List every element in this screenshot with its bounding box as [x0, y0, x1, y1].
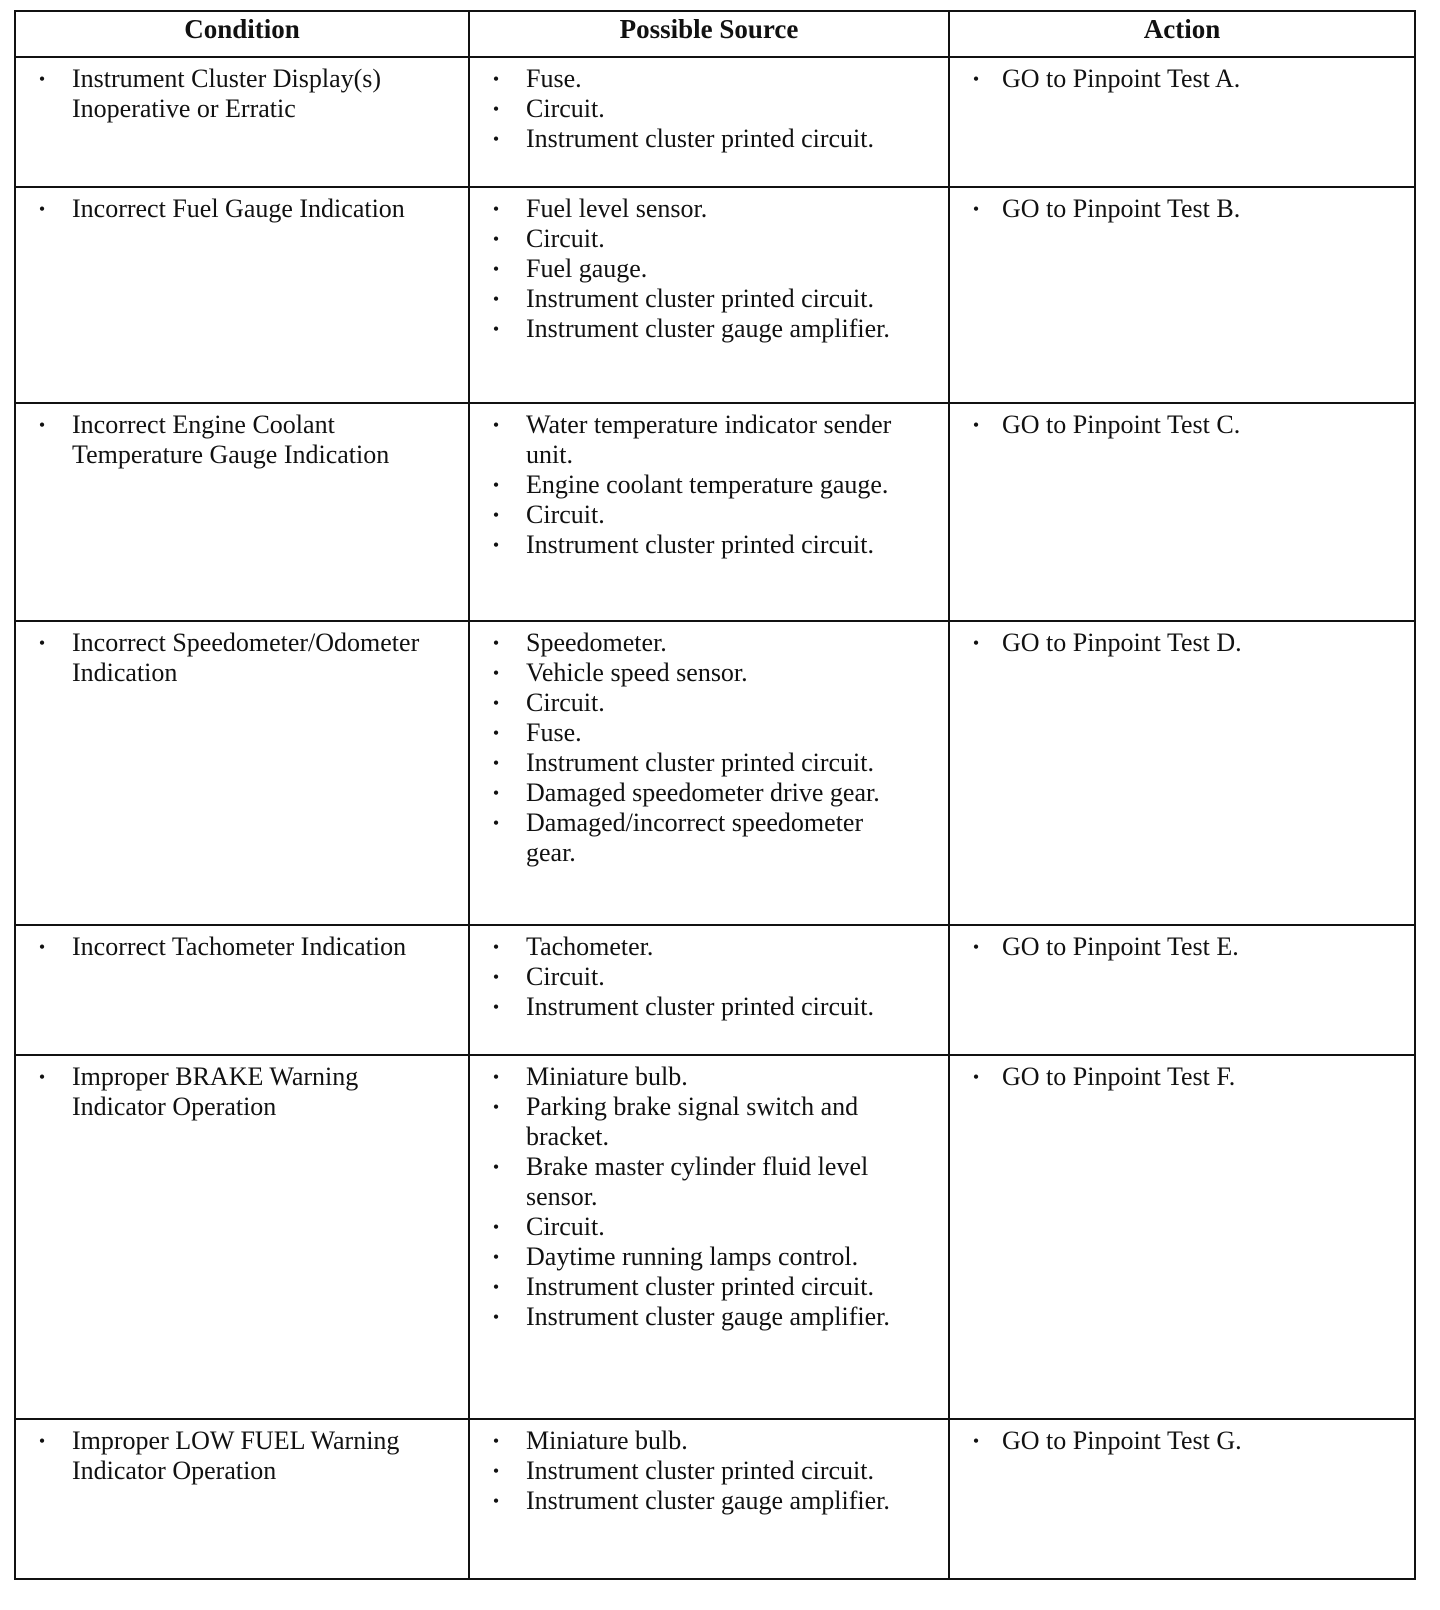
bullet-icon: • [492, 535, 500, 555]
bullet-icon: • [492, 1157, 500, 1177]
source-item [484, 962, 942, 992]
source-item [484, 992, 942, 1022]
source-item [484, 748, 942, 778]
action-cell [949, 1419, 1415, 1579]
condition-text: Incorrect Tachometer Indication [72, 932, 407, 961]
source-text: Instrument cluster printed circuit. [526, 530, 875, 559]
diagnosis-sheet [14, 10, 1414, 1580]
header-action: Action [949, 11, 1415, 57]
source-item [484, 778, 942, 808]
action-text: GO to Pinpoint Test E. [1002, 932, 1239, 961]
bullet-icon: • [492, 475, 500, 495]
source-item [484, 470, 942, 500]
table-row [15, 1055, 1415, 1419]
source-text: Miniature bulb. [526, 1426, 688, 1455]
condition-item [30, 932, 462, 962]
source-text: Instrument cluster printed circuit. [526, 124, 875, 153]
bullet-icon: • [492, 783, 500, 803]
bullet-icon: • [972, 415, 980, 435]
table-body [15, 57, 1415, 1579]
bullet-icon: • [38, 633, 46, 653]
source-item [484, 1426, 942, 1456]
diagnosis-table [14, 10, 1416, 1580]
source-text: Instrument cluster printed circuit. [526, 748, 875, 777]
bullet-icon: • [38, 1431, 46, 1451]
source-item [484, 94, 942, 124]
source-item [484, 658, 942, 688]
possible-source-cell [469, 1055, 949, 1419]
bullet-icon: • [972, 633, 980, 653]
action-item [964, 1062, 1408, 1092]
condition-text: Instrument Cluster Display(s) Inoperative or Erratic [72, 64, 382, 123]
action-cell [949, 57, 1415, 187]
table-row [15, 1419, 1415, 1579]
bullet-icon: • [492, 967, 500, 987]
source-item [484, 124, 942, 154]
bullet-icon: • [492, 1217, 500, 1237]
source-text: Instrument cluster printed circuit. [526, 992, 875, 1021]
source-text: Circuit. [526, 1212, 605, 1241]
source-text: Fuel level sensor. [526, 194, 708, 223]
source-text: Fuse. [526, 718, 582, 747]
source-text: Speedometer. [526, 628, 667, 657]
source-item [484, 1242, 942, 1272]
possible-source-cell [469, 1419, 949, 1579]
bullet-icon: • [38, 1067, 46, 1087]
bullet-icon: • [492, 99, 500, 119]
source-item [484, 1212, 942, 1242]
source-item [484, 500, 942, 530]
source-item [484, 64, 942, 94]
condition-text: Incorrect Engine Coolant Temperature Gauge Indication [72, 410, 390, 469]
bullet-icon: • [492, 937, 500, 957]
source-item [484, 1062, 942, 1092]
possible-source-cell [469, 621, 949, 925]
action-cell [949, 403, 1415, 621]
bullet-icon: • [492, 289, 500, 309]
source-text: Instrument cluster printed circuit. [526, 1456, 875, 1485]
bullet-icon: • [492, 415, 500, 435]
condition-cell [15, 403, 469, 621]
condition-item [30, 1062, 462, 1122]
source-item [484, 688, 942, 718]
bullet-icon: • [492, 1247, 500, 1267]
possible-source-cell [469, 403, 949, 621]
source-text: Water temperature indicator sender unit. [526, 410, 892, 469]
action-text: GO to Pinpoint Test B. [1002, 194, 1241, 223]
action-item [964, 194, 1408, 224]
source-text: Fuse. [526, 64, 582, 93]
table-row [15, 925, 1415, 1055]
bullet-icon: • [492, 1491, 500, 1511]
condition-item [30, 1426, 462, 1486]
bullet-icon: • [972, 69, 980, 89]
source-text: Circuit. [526, 962, 605, 991]
bullet-icon: • [492, 663, 500, 683]
bullet-icon: • [38, 937, 46, 957]
action-cell [949, 925, 1415, 1055]
possible-source-cell [469, 187, 949, 403]
source-text: Instrument cluster printed circuit. [526, 284, 875, 313]
source-item [484, 194, 942, 224]
action-item [964, 628, 1408, 658]
bullet-icon: • [492, 1431, 500, 1451]
condition-item [30, 194, 462, 224]
source-text: Circuit. [526, 688, 605, 717]
bullet-icon: • [972, 199, 980, 219]
action-text: GO to Pinpoint Test G. [1002, 1426, 1242, 1455]
source-text: Instrument cluster gauge amplifier. [526, 1302, 890, 1331]
condition-cell [15, 57, 469, 187]
condition-text: Incorrect Fuel Gauge Indication [72, 194, 405, 223]
bullet-icon: • [972, 937, 980, 957]
source-text: Instrument cluster gauge amplifier. [526, 314, 890, 343]
source-text: Damaged/incorrect speedometer gear. [526, 808, 864, 867]
bullet-icon: • [492, 1307, 500, 1327]
bullet-icon: • [972, 1431, 980, 1451]
possible-source-cell [469, 57, 949, 187]
bullet-icon: • [492, 129, 500, 149]
bullet-icon: • [492, 199, 500, 219]
source-text: Daytime running lamps control. [526, 1242, 859, 1271]
bullet-icon: • [492, 723, 500, 743]
bullet-icon: • [38, 199, 46, 219]
bullet-icon: • [492, 1097, 500, 1117]
source-item [484, 718, 942, 748]
action-text: GO to Pinpoint Test D. [1002, 628, 1242, 657]
bullet-icon: • [492, 229, 500, 249]
bullet-icon: • [492, 1277, 500, 1297]
action-cell [949, 1055, 1415, 1419]
condition-item [30, 628, 462, 688]
action-text: GO to Pinpoint Test F. [1002, 1062, 1236, 1091]
bullet-icon: • [492, 633, 500, 653]
source-text: Parking brake signal switch and bracket. [526, 1092, 859, 1151]
action-text: GO to Pinpoint Test A. [1002, 64, 1241, 93]
bullet-icon: • [492, 69, 500, 89]
source-item [484, 1302, 942, 1332]
condition-text: Incorrect Speedometer/Odometer Indication [72, 628, 420, 687]
action-item [964, 1426, 1408, 1456]
source-item [484, 932, 942, 962]
action-item [964, 410, 1408, 440]
source-text: Instrument cluster gauge amplifier. [526, 1486, 890, 1515]
source-item [484, 1092, 942, 1152]
condition-item [30, 64, 462, 124]
source-item [484, 808, 942, 868]
source-text: Circuit. [526, 224, 605, 253]
source-text: Fuel gauge. [526, 254, 648, 283]
source-text: Tachometer. [526, 932, 654, 961]
table-row [15, 57, 1415, 187]
action-cell [949, 621, 1415, 925]
condition-cell [15, 187, 469, 403]
source-text: Vehicle speed sensor. [526, 658, 748, 687]
condition-text: Improper BRAKE Warning Indicator Operation [72, 1062, 359, 1121]
condition-cell [15, 621, 469, 925]
bullet-icon: • [492, 505, 500, 525]
action-cell [949, 187, 1415, 403]
source-text: Miniature bulb. [526, 1062, 688, 1091]
source-item [484, 1486, 942, 1516]
source-item [484, 1272, 942, 1302]
source-item [484, 284, 942, 314]
bullet-icon: • [492, 1461, 500, 1481]
bullet-icon: • [972, 1067, 980, 1087]
action-item [964, 64, 1408, 94]
condition-cell [15, 1419, 469, 1579]
source-item [484, 530, 942, 560]
source-item [484, 628, 942, 658]
header-possible-source: Possible Source [469, 11, 949, 57]
source-text: Instrument cluster printed circuit. [526, 1272, 875, 1301]
source-item [484, 314, 942, 344]
bullet-icon: • [492, 753, 500, 773]
action-item [964, 932, 1408, 962]
source-text: Engine coolant temperature gauge. [526, 470, 889, 499]
source-item [484, 1456, 942, 1486]
table-row [15, 403, 1415, 621]
bullet-icon: • [492, 319, 500, 339]
bullet-icon: • [38, 69, 46, 89]
condition-cell [15, 925, 469, 1055]
source-item [484, 1152, 942, 1212]
source-text: Brake master cylinder fluid level sensor. [526, 1152, 869, 1211]
table-header-row [15, 11, 1415, 57]
bullet-icon: • [492, 259, 500, 279]
action-text: GO to Pinpoint Test C. [1002, 410, 1241, 439]
bullet-icon: • [38, 415, 46, 435]
condition-text: Improper LOW FUEL Warning Indicator Operation [72, 1426, 400, 1485]
bullet-icon: • [492, 1067, 500, 1087]
table-row [15, 187, 1415, 403]
header-condition: Condition [15, 11, 469, 57]
bullet-icon: • [492, 693, 500, 713]
bullet-icon: • [492, 813, 500, 833]
table-row [15, 621, 1415, 925]
source-text: Circuit. [526, 500, 605, 529]
source-text: Damaged speedometer drive gear. [526, 778, 880, 807]
possible-source-cell [469, 925, 949, 1055]
source-item [484, 224, 942, 254]
source-text: Circuit. [526, 94, 605, 123]
condition-item [30, 410, 462, 470]
condition-cell [15, 1055, 469, 1419]
source-item [484, 254, 942, 284]
bullet-icon: • [492, 997, 500, 1017]
source-item [484, 410, 942, 470]
